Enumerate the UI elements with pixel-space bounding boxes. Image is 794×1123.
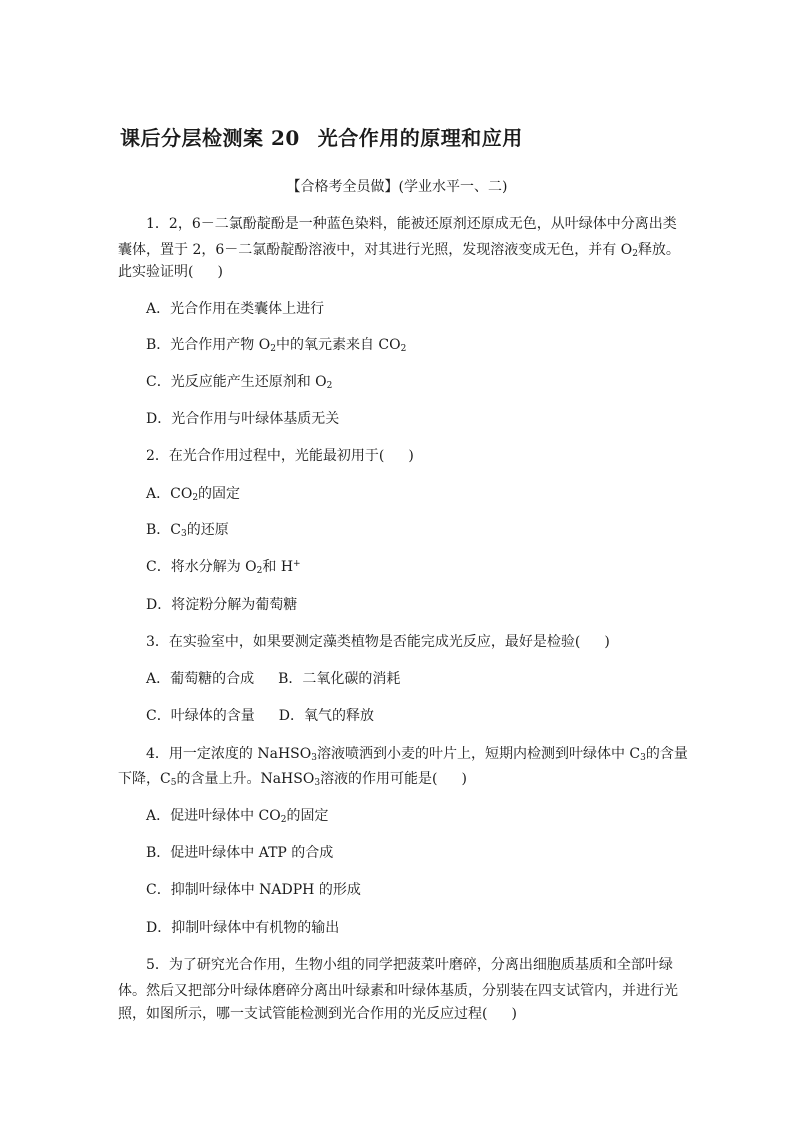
subscript: 2 [256, 566, 263, 576]
q4-close: ) [461, 771, 467, 787]
q3-option-d[interactable]: D．氧气的释放 [278, 708, 374, 724]
q3-option-a[interactable]: A．葡萄糖的合成 [146, 671, 255, 687]
q1-option-b[interactable] [146, 335, 406, 355]
subscript: 3 [314, 778, 321, 788]
q1-option-a[interactable]: A．光合作用在类囊体上进行 [146, 301, 325, 317]
q3-options-ab [146, 669, 400, 689]
q2-option-a-text: A．CO [146, 486, 193, 502]
q3-close: ) [604, 634, 610, 650]
title-prefix: 课后分层检测案 20 [120, 126, 300, 150]
q3-stem [146, 632, 610, 652]
subscript: 2 [270, 344, 276, 354]
q1-option-d[interactable]: D．光合作用与叶绿体基质无关 [146, 411, 340, 427]
q2-stem-text: 2．在光合作用过程中，光能最初用于( [146, 448, 385, 464]
title-topic: 光合作用的原理和应用 [317, 126, 523, 150]
q5-line-1: 5．为了研究光合作用，生物小组的同学把菠菜叶磨碎，分离出细胞质基质和全部叶绿 [146, 957, 673, 973]
subscript: 5 [170, 778, 177, 788]
subscript: 2 [192, 493, 199, 503]
q4-option-b[interactable]: B．促进叶绿体中 ATP 的合成 [146, 845, 334, 861]
q1-line-3 [118, 262, 223, 282]
q1-option-b-mid: 中的氧元素来自 CO [275, 337, 401, 353]
q2-option-c-text: C．将水分解为 O [146, 559, 257, 575]
q2-option-d[interactable]: D．将淀粉分解为葡萄糖 [146, 597, 298, 613]
q2-option-a[interactable] [146, 484, 240, 504]
q1-line-2-end: 释放。 [637, 242, 680, 258]
subscript: 2 [400, 344, 407, 354]
q2-option-c[interactable] [146, 557, 301, 577]
q4-option-d[interactable]: D．抑制叶绿体中有机物的输出 [146, 920, 340, 936]
section-heading [0, 176, 794, 196]
q4-line-1 [146, 744, 688, 764]
q2-option-b[interactable] [146, 520, 229, 540]
q1-close: ) [217, 264, 223, 280]
subscript: 3 [640, 753, 646, 763]
q4-line-2 [118, 769, 467, 789]
subscript: 2 [326, 381, 333, 391]
page-title [120, 122, 523, 151]
q2-option-b-end: 的还原 [186, 522, 229, 538]
q1-option-c-text: C．光反应能产生还原剂和 O [146, 374, 327, 390]
q4-line-2-end: 溶液的作用可能是( [320, 771, 438, 787]
subscript: 3 [181, 529, 187, 539]
q5-close: ) [511, 1006, 517, 1022]
q5-line-2: 体。然后又把部分叶绿体磨碎分离出叶绿素和叶绿体基质，分别装在四支试管内，并进行光 [118, 983, 678, 999]
q4-option-a-text: A．促进叶绿体中 CO [146, 808, 281, 824]
subscript: 2 [632, 249, 638, 259]
q4-line-2-text: 下降，C [118, 771, 171, 787]
subscript: 3 [311, 753, 317, 763]
q5-line-3 [118, 1004, 517, 1024]
q2-stem [146, 446, 414, 466]
q2-option-b-text: B．C [146, 522, 181, 538]
q3-options-cd [146, 706, 374, 726]
q4-option-a-end: 的固定 [286, 808, 329, 824]
section-note: (学业水平一、二) [398, 179, 508, 195]
q1-prompt: 此实验证明( [118, 264, 194, 280]
superscript: + [293, 559, 301, 569]
q2-option-a-end: 的固定 [198, 486, 241, 502]
q3-stem-text: 3．在实验室中，如果要测定藻类植物是否能完成光反应，最好是检验( [146, 634, 581, 650]
q4-option-c[interactable]: C．抑制叶绿体中 NADPH 的形成 [146, 882, 361, 898]
q2-option-c-mid: 和 H [262, 559, 294, 575]
q4-line-2-mid: 的含量上升。NaHSO [176, 771, 315, 787]
q4-line-1-end: 的含量 [645, 746, 688, 762]
q4-line-1-text: 4．用一定浓度的 NaHSO [146, 746, 312, 762]
q1-line-1: 1．2，6－二氯酚靛酚是一种蓝色染料，能被还原剂还原成无色，从叶绿体中分离出类 [146, 216, 677, 232]
q1-option-c[interactable] [146, 372, 332, 392]
q1-line-2 [118, 240, 680, 260]
q2-close: ) [408, 448, 414, 464]
q4-option-a[interactable] [146, 806, 328, 826]
subscript: 2 [280, 815, 287, 825]
q1-option-b-text: B．光合作用产物 O [146, 337, 271, 353]
q3-option-c[interactable]: C．叶绿体的含量 [146, 708, 255, 724]
q4-line-1-mid: 溶液喷洒到小麦的叶片上，短期内检测到叶绿体中 C [316, 746, 641, 762]
q1-line-2-text: 囊体，置于 2，6－二氯酚靛酚溶液中，对其进行光照，发现溶液变成无色，并有 O [118, 242, 633, 258]
q5-line-3-text: 照，如图所示，哪一支试管能检测到光合作用的光反应过程( [118, 1006, 488, 1022]
q3-option-b[interactable]: B．二氧化碳的消耗 [278, 671, 401, 687]
section-label: 【合格考全员做】 [286, 179, 399, 195]
